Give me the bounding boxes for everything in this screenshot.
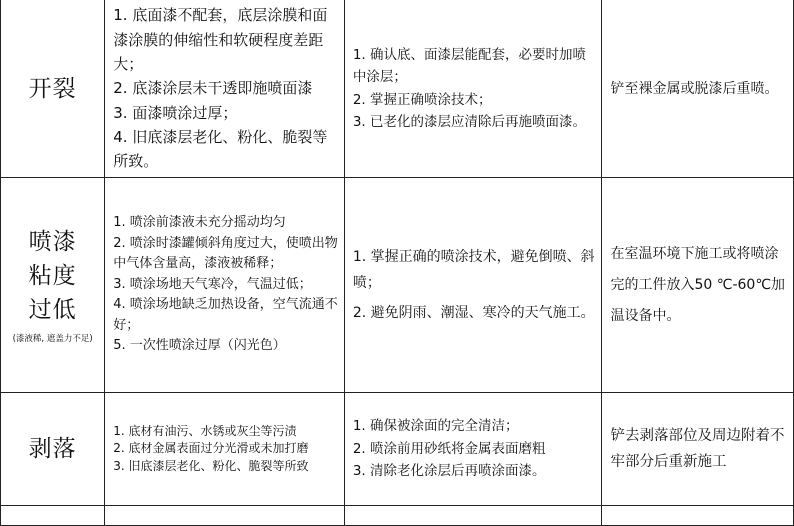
defect-name: 喷漆 bbox=[28, 229, 77, 255]
prevention-item: 2. 喷涂前用砂纸将金属表面磨粗 bbox=[352, 440, 546, 457]
prevention-item: 1. 确认底、面漆层能配套，必要时加喷中涂层； bbox=[352, 46, 587, 86]
prevention-item: 3. 已老化的漆层应清除后再施喷面漆。 bbox=[352, 113, 587, 130]
defect-name-cell bbox=[1, 0, 105, 178]
cause-list bbox=[105, 3, 344, 173]
defect-name-cell bbox=[1, 178, 105, 393]
cause-item: 2. 底材金属表面过分光滑或未加打磨 bbox=[113, 441, 309, 456]
prevention-list bbox=[345, 415, 602, 483]
defect-name: 剥落 bbox=[28, 436, 77, 462]
defect-name: 过低 bbox=[28, 297, 77, 323]
prevention-cell bbox=[344, 0, 602, 178]
defect-name: 粘度 bbox=[28, 263, 77, 289]
defect-name: 开裂 bbox=[28, 75, 77, 102]
prevention-item: 3. 清除老化涂层后再喷涂面漆。 bbox=[352, 463, 546, 480]
cause-item: 2. 底漆涂层未干透即施喷面漆 bbox=[113, 79, 313, 98]
prevention-item: 1. 确保被涂面的完全清洁； bbox=[352, 418, 519, 435]
prevention-list bbox=[345, 44, 602, 133]
cause-item: 2. 喷涂时漆罐倾斜角度过大，使喷出物中气体含量高，漆液被稀释； bbox=[113, 235, 338, 272]
prevention-cell bbox=[344, 393, 602, 506]
remedy-text: 铲去剥落部位及周边附着不牢部分后重新施工 bbox=[610, 428, 785, 470]
table-row bbox=[1, 393, 794, 506]
cause-item: 1. 底面漆不配套，底层涂膜和面漆涂膜的伸缩性和软硬程度差距大； bbox=[113, 6, 328, 74]
prevention-item: 1. 掌握正确的喷涂技术，避免倒喷、斜喷； bbox=[352, 248, 595, 292]
cause-cell bbox=[105, 393, 345, 506]
cause-item: 4. 旧底漆层老化、粉化、脆裂等所致。 bbox=[113, 127, 328, 171]
cause-item: 3. 喷涂场地天气寒冷，气温过低； bbox=[113, 276, 312, 292]
remedy-text: 铲至裸金属或脱漆后重喷。 bbox=[610, 80, 779, 97]
cause-list bbox=[105, 423, 344, 475]
prevention-item: 2. 避免阴雨、潮湿、寒冷的天气施工。 bbox=[352, 304, 595, 321]
cause-item: 1. 底材有油污、水锈或灰尘等污渍 bbox=[113, 424, 297, 439]
defect-name-cell bbox=[1, 393, 105, 506]
table-row bbox=[1, 0, 794, 178]
remedy-cell bbox=[602, 0, 794, 178]
cause-item: 3. 旧底漆层老化、粉化、脆裂等所致 bbox=[113, 458, 309, 473]
cause-item: 3. 面漆喷涂过厚； bbox=[113, 103, 238, 122]
prevention-cell bbox=[344, 178, 602, 393]
remedy-cell bbox=[602, 393, 794, 506]
prevention-list bbox=[345, 244, 602, 327]
cause-item: 4. 喷涂场地缺乏加热设备，空气流通不好； bbox=[113, 297, 338, 333]
remedy-text: 在室温环境下施工或将喷涂完的工件放入50 ℃-60℃加温设备中。 bbox=[610, 245, 786, 324]
defect-note: (漆液稀, 遮盖力不足) bbox=[12, 334, 93, 344]
cause-list bbox=[105, 213, 344, 357]
cause-cell bbox=[105, 178, 345, 393]
cause-item: 5. 一次性喷涂过厚（闪光色） bbox=[113, 338, 286, 354]
prevention-item: 2. 掌握正确喷涂技术； bbox=[352, 91, 492, 108]
cause-cell bbox=[105, 0, 345, 178]
table-row bbox=[1, 178, 794, 393]
remedy-cell bbox=[602, 178, 794, 393]
cause-item: 1. 喷涂前漆液未充分摇动均匀 bbox=[113, 214, 286, 230]
